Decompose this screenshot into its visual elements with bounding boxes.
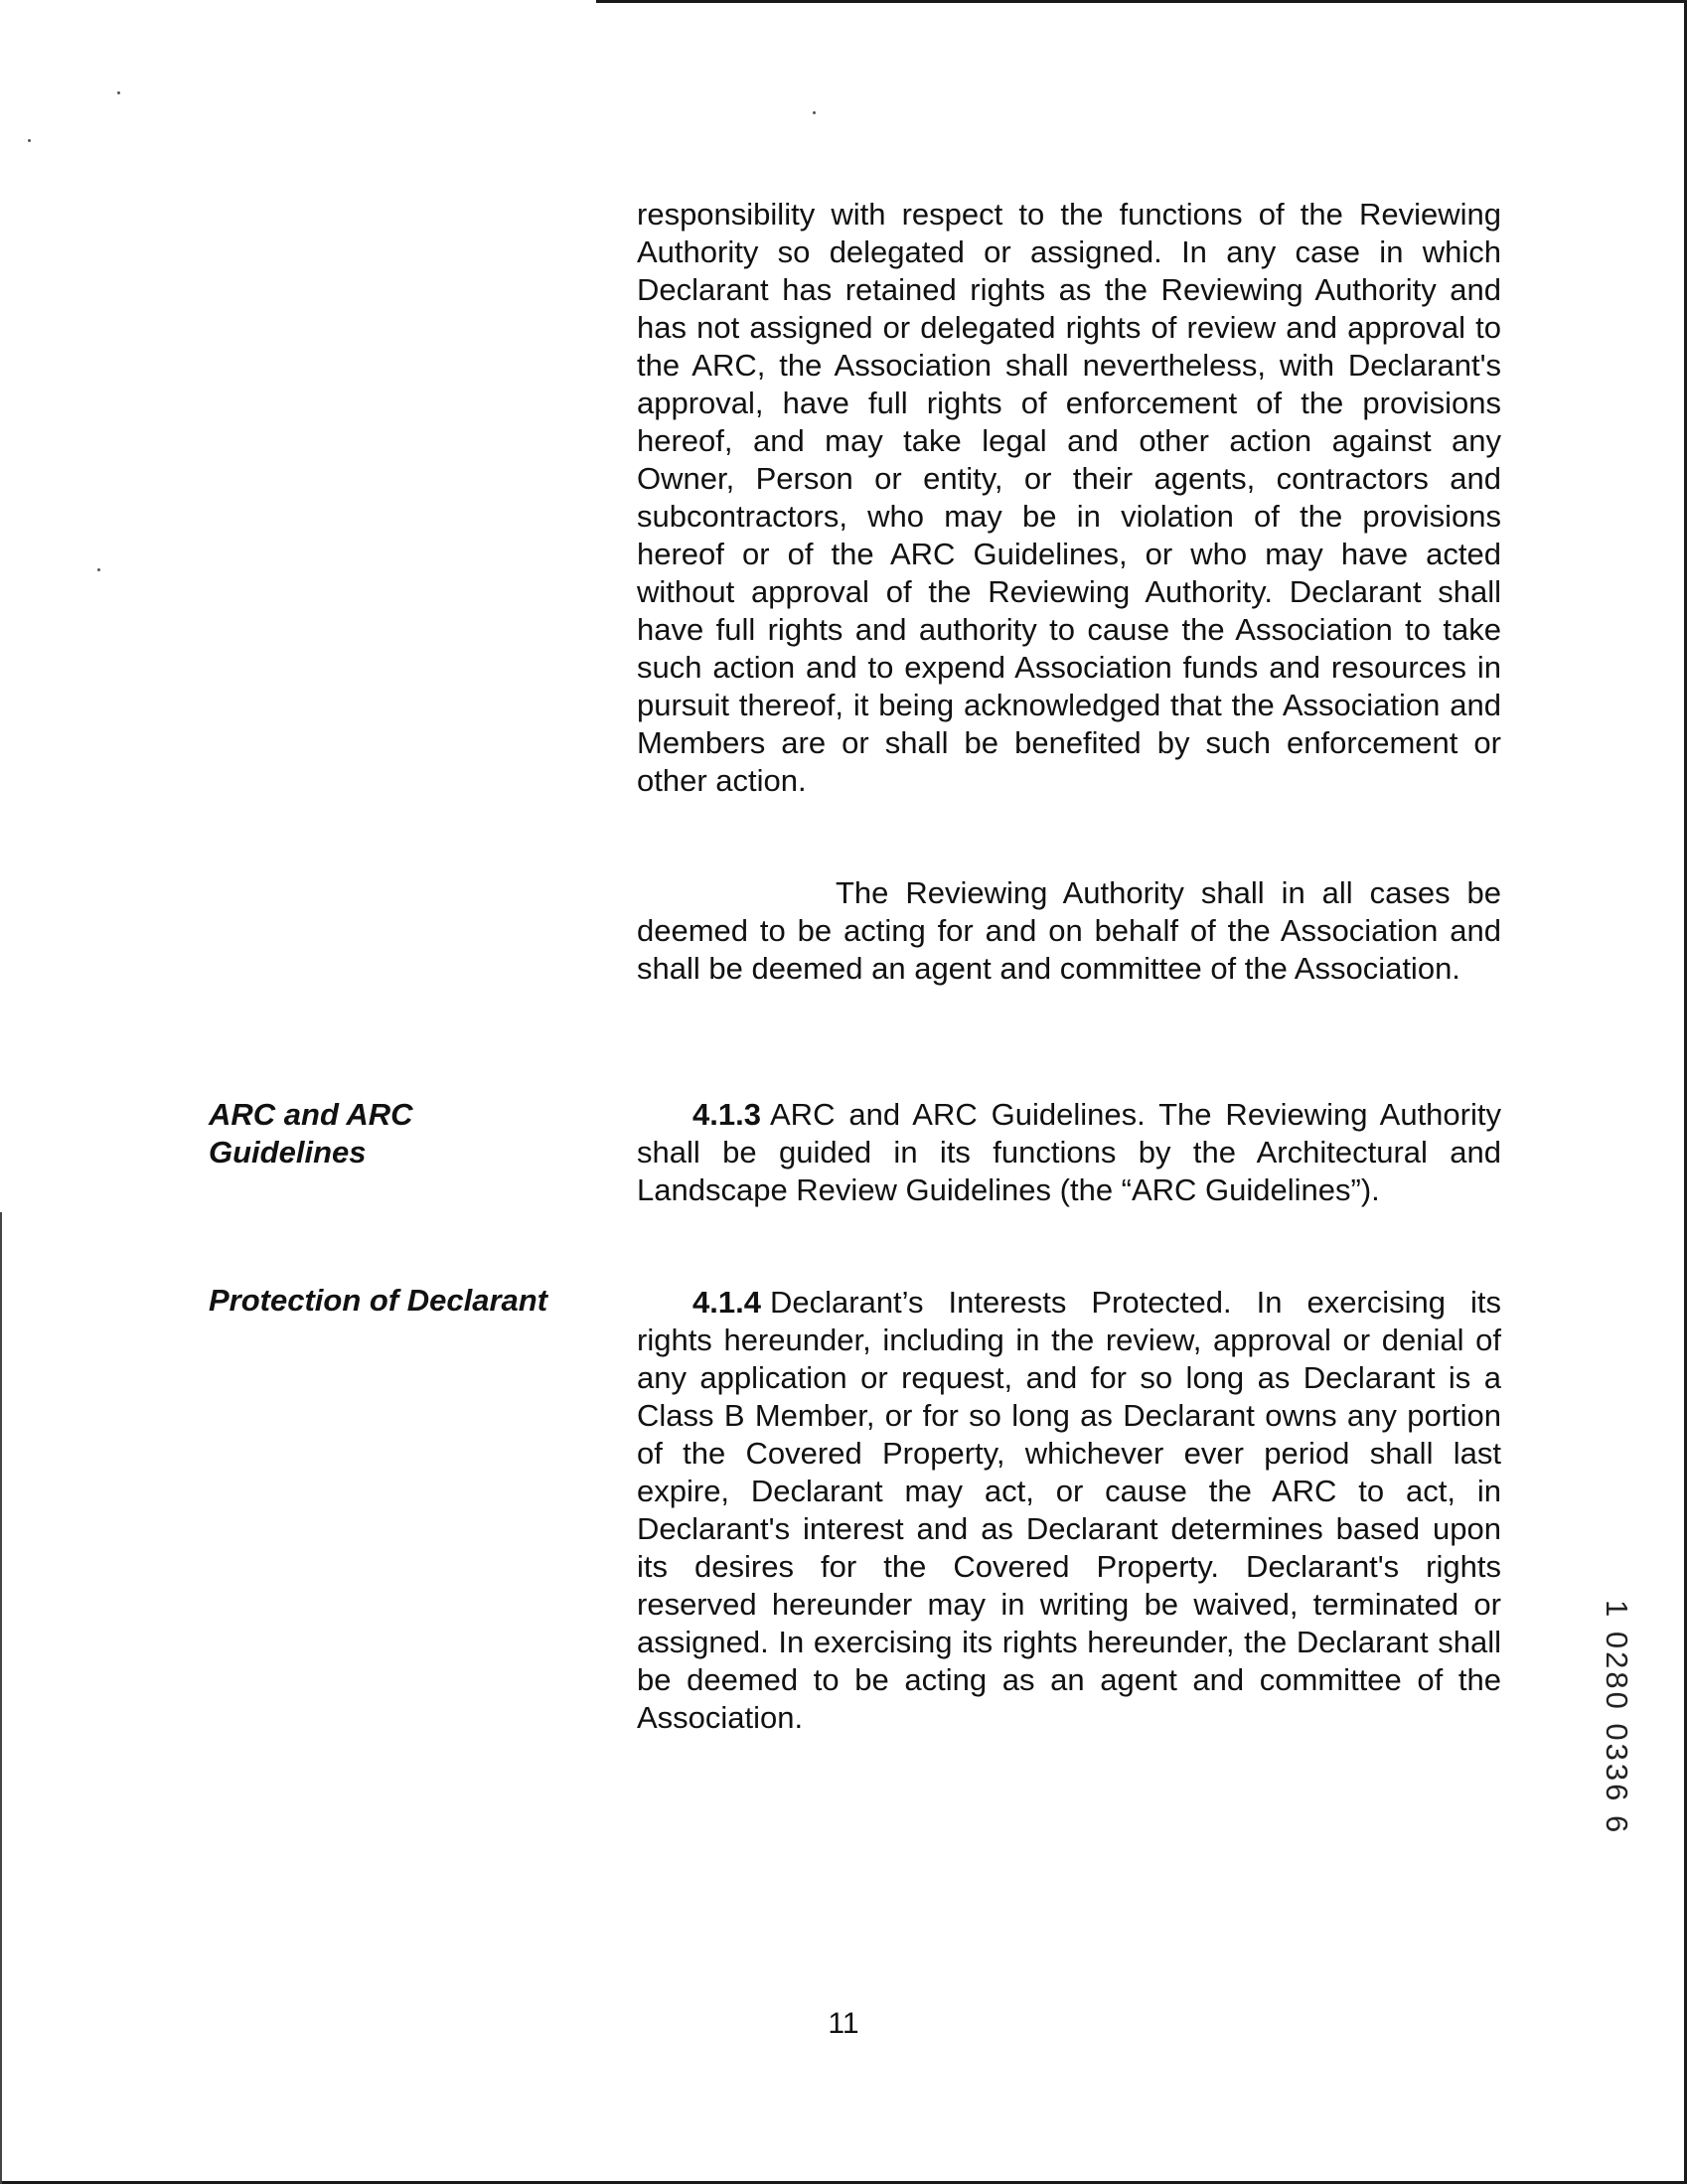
section-text: Declarant’s Interests Protected. In exercising its rights hereunder, including in the review, approval or denial of any application or request, and for so long as Declarant is a Class B Member, or for so long as Declarant owns any portion of the Covered Property, whichever ever period shall last expire, Declarant may act, or cause the ARC to act, in Declarant's interest and as Declarant determines based upon its desires for the Covered Property. Declarant's rights reserved hereunder may in writing be waived, terminated or assigned. In exercising its rights hereunder, the Declarant shall be deemed to be acting as an agent and committee of the Association. [637, 1285, 1501, 1735]
scan-speck [97, 568, 100, 571]
page-number: 11 [828, 2007, 859, 2040]
page-border-top [596, 0, 1687, 3]
paragraph-delegation-enforcement: responsibility with respect to the functions of the Reviewing Authority so delegated or assigned. In any case in which Declarant has retained rights as the Reviewing Authority and has not assigned or delegated rights of review and approval to the ARC, the Association shall nevertheless, with Declarant's approval, have full rights of enforcement of the provisions hereof, and may take legal and other action against any Owner, Person or entity, or their agents, contractors and subcontractors, who may be in violation of the provisions hereof or of the ARC Guidelines, or who may have acted without approval of the Reviewing Authority. Declarant shall have full rights and authority to cause the Association to take such action and to expend Association funds and resources in pursuit thereof, it being acknowledged that the Association and Members are or shall be benefited by such enforcement or other action. [637, 197, 1501, 798]
section-number: 4.1.3 [692, 1097, 761, 1132]
paragraph-reviewing-authority-agent: The Reviewing Authority shall in all cases be deemed to be acting for and on behalf of the Association and shall be deemed an agent and committee of the Association. [637, 875, 1501, 986]
scan-speck [813, 111, 816, 114]
section-number: 4.1.4 [692, 1285, 761, 1320]
sidebar-heading-protection-of-declarant: Protection of Declarant [209, 1283, 548, 1318]
section-4-1-3 [637, 1096, 1501, 1209]
section-text: ARC and ARC Guidelines. The Reviewing Authority shall be guided in its functions by the Architectural and Landscape Review Guidelines (the “ARC Guidelines”). [637, 1097, 1501, 1207]
scan-speck [117, 91, 120, 94]
section-4-1-4 [637, 1284, 1501, 1737]
sidebar-heading-arc-guidelines: ARC and ARC Guidelines [209, 1097, 413, 1170]
scan-speck [28, 139, 31, 142]
bates-stamp: 1 0280 0336 6 [1600, 1600, 1634, 1836]
